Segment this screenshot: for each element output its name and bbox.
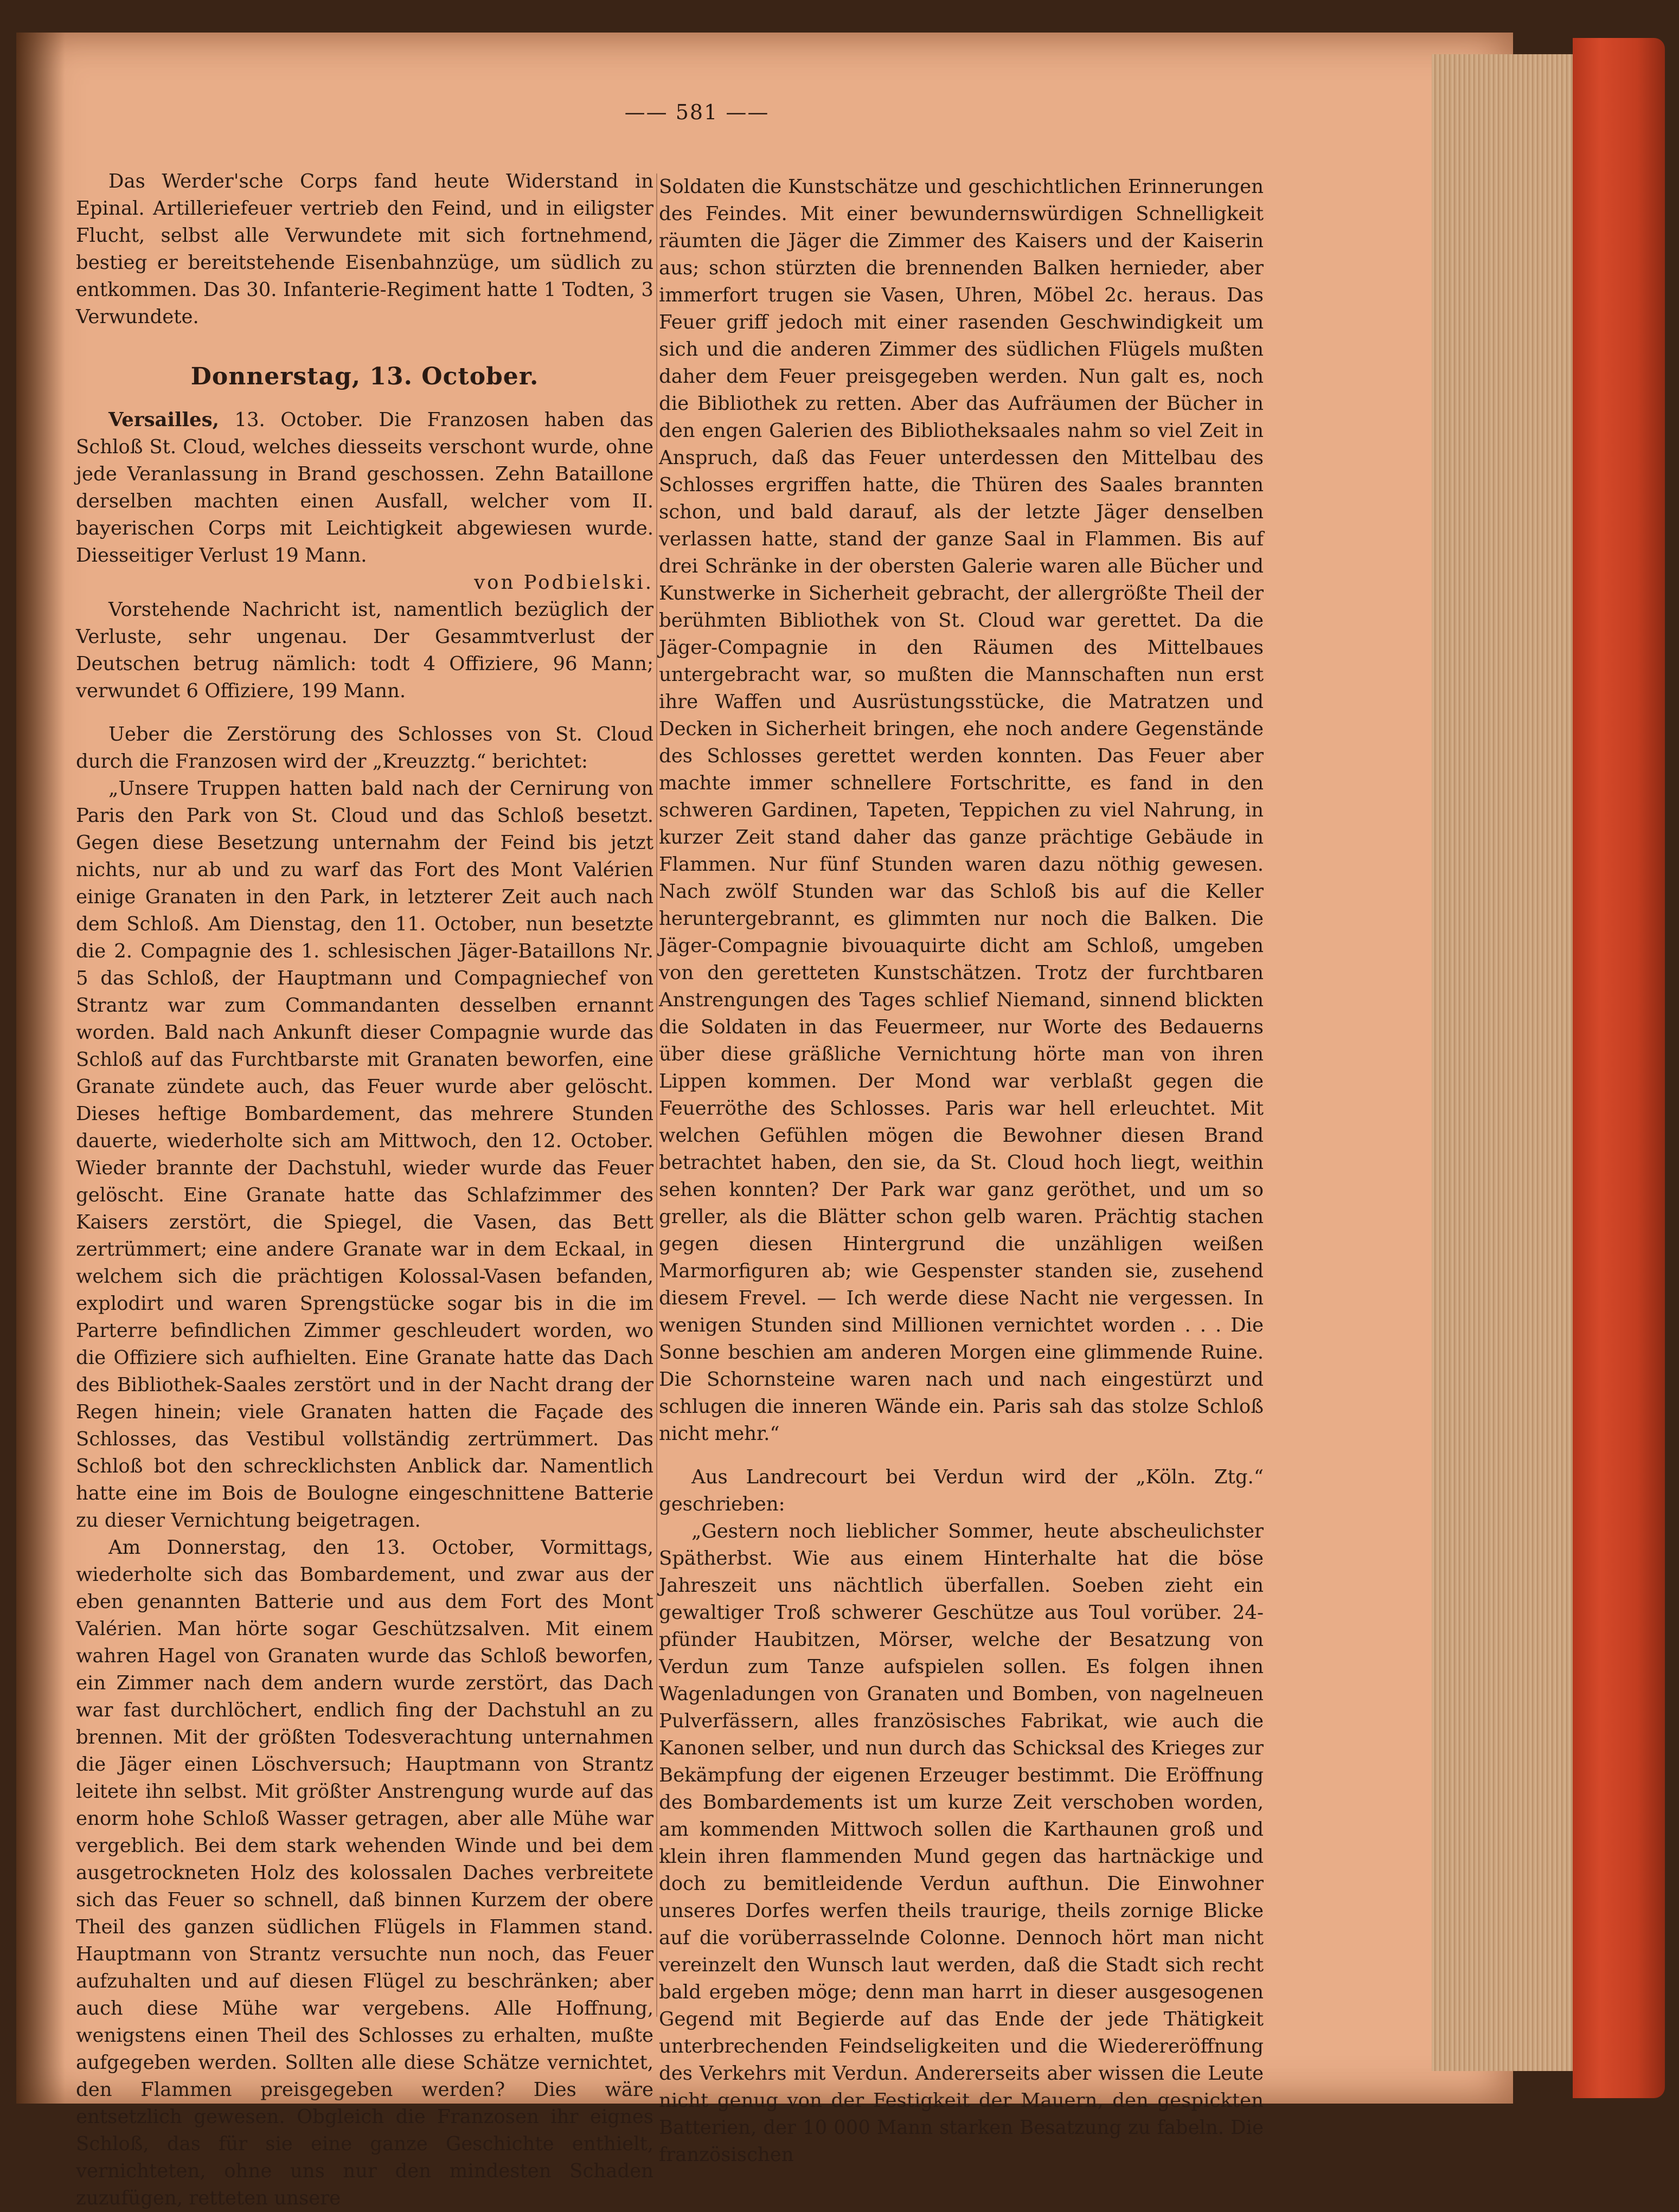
paragraph-report-1: „Unsere Truppen hatten bald nach der Cernirung von Paris den Park von St. Cloud und das Schloß besetzt. Gegen diese Besetzung unternahm der Feind bis jetzt nichts, nur ab und zu warf das Fort des Mont Valérien einige Granaten in den Park, in letzterer Zeit auch nach dem Schloß. Am Dienstag, den 11. October, nun besetzte die 2. Compagnie des 1. schlesischen Jäger-Bataillons Nr. 5 das Schloß, der Hauptmann und Compagniechef von Strantz war zum Commandanten desselben ernannt worden. Bald nach Ankunft dieser Compagnie wurde das Schloß auf das Furchtbarste mit Granaten beworfen, eine Granate zündete auch, das Feuer wurde aber gelöscht. Dieses heftige Bombardement, das mehrere Stunden dauerte, wiederholte sich am Mittwoch, den 12. October. Wieder brannte der Dachstuhl, wieder wurde das Feuer gelöscht. Eine Granate hatte das Schlafzimmer des Kaisers zerstört, die Spiegel, die Vasen, das Bett zertrümmert; eine andere Granate war in dem Eckaal, in welchem sich die prächtigen Kolossal-Vasen befanden, explodirt und waren Sprengstücke sogar bis in die im Parterre befindlichen Zimmer geschleudert worden, wo die Offiziere sich aufhielten. Eine Granate hatte das Dach des Bibliothek-Saales zerstört und in der Nacht drang der Regen hinein; viele Granaten hatten die Façade des Schlosses, das Vestibul vollständig zertrümmert. Das Schloß bot den schrecklichsten Anblick dar. Namentlich hatte eine im Bois de Boulogne eingeschnittene Batterie zu dieser Vernichtung beigetragen. <box>76 777 653 1532</box>
paragraph-landrecourt: „Gestern noch lieblicher Sommer, heute abscheulichster Spätherbst. Wie aus einem Hinterhalte hat die böse Jahreszeit uns nächtlich überfallen. Soeben zieht ein gewaltiger Troß schwerer Geschütze aus Toul vorüber. 24-pfünder Haubitzen, Mörser, welche der Besatzung von Verdun zum Tanze aufspielen sollen. Es folgen ihnen Wagenladungen von Granaten und Bomben, von nagelneuen Pulverfässern, alles französisches Fabrikat, wie auch die Kanonen selber, und nun durch das Schicksal des Krieges zur Bekämpfung der eigenen Erzeuger bestimmt. Die Eröffnung des Bombardements ist um kurze Zeit verschoben worden, am kommenden Mittwoch sollen die Karthaunen groß und klein ihren flammenden Mund gegen das hartnäckige und doch zu bemitleidende Verdun aufthun. Die Einwohner unseres Dorfes werfen theils traurige, theils zornige Blicke auf die vorüberrasselnde Colonne. Dennoch hört man nicht vereinzelt den Wunsch laut werden, daß die Stadt sich recht bald ergeben möge; denn man harrt in dieser ausgesogenen Gegend mit Begierde auf das Ende der jede Thätigkeit unterbrechenden Feindseligkeiten und die Wiedereröffnung des Verkehrs mit Verdun. Andererseits aber wissen die Leute nicht genug von der Festigkeit der Mauern, den gespickten Batterien, der 10 000 Mann starken Besatzung zu fabeln. Die französischen <box>659 1520 1264 2166</box>
page-edges <box>1432 54 1594 2071</box>
page-number: 581 <box>675 100 719 124</box>
signature: von Podbielski. <box>474 571 653 594</box>
paragraph-intro-report: Ueber die Zerstörung des Schlosses von St. Cloud durch die Franzosen wird der „Kreuzztg.“ berichtet: <box>76 723 653 773</box>
paragraph-report-3: Soldaten die Kunstschätze und geschichtlichen Erinnerungen des Feindes. Mit einer bewundernswürdigen Schnelligkeit räumten die Jäger die Zimmer des Kaisers und der Kaiserin aus; schon stürzten die brennenden Balken hernieder, aber immerfort trugen sie Vasen, Uhren, Möbel 2c. heraus. Das Feuer griff jedoch mit einer rasenden Geschwindigkeit um sich und die anderen Zimmer des südlichen Flügels mußten daher dem Feuer preisgegeben werden. Nun galt es, noch die Bibliothek zu retten. Aber das Aufräumen der Bücher in den engen Galerien des Bibliotheksaales nahm so viel Zeit in Anspruch, daß das Feuer unterdessen den Mittelbau des Schlosses ergriffen hatte, die Thüren des Saales brannten schon, und bald darauf, als der letzte Jäger denselben verlassen hatte, stand der ganze Saal in Flammen. Bis auf drei Schränke in der obersten Galerie waren alle Bücher und Kunstwerke in Sicherheit gebracht, der allergrößte Theil der berühmten Bibliothek von St. Cloud war gerettet. Da die Jäger-Compagnie in den Räumen des Mittelbaues untergebracht war, so mußten die Mannschaften nun erst ihre Waffen und Ausrüstungsstücke, die Matratzen und Decken in Sicherheit bringen, ehe noch andere Gegenstände des Schlosses gerettet werden konnten. Das Feuer aber machte immer schnellere Fortschritte, es fand in den schweren Gardinen, Tapeten, Teppichen zu viel Nahrung, in kurzer Zeit stand daher das ganze prächtige Gebäude in Flammen. Nur fünf Stunden waren dazu nöthig gewesen. Nach zwölf Stunden war das Schloß bis auf die Keller heruntergebrannt, es glimmten nur noch die Balken. Die Jäger-Compagnie bivouaquirte dicht am Schloß, umgeben von den geretteten Kunstschätzen. Trotz der furchtbaren Anstrengungen des Tages schlief Niemand, sinnend blickten die Soldaten in das Feuermeer, nur Worte des Bedauerns über diese gräßliche Vernichtung hörte man von ihren Lippen kommen. Der Mond war verblaßt gegen die Feuerröthe des Schlosses. Paris war hell erleuchtet. Mit welchen Gefühlen mögen die Bewohner diesen Brand betrachtet haben, den sie, da St. Cloud hoch liegt, weithin sehen konnten? Der Park war ganz geröthet, und um so greller, als die Blätter schon gelb waren. Prächtig stachen gegen diesen Hintergrund die unzähligen weißen Marmorfiguren ab; wie Gespenster standen sie, zusehend diesem Frevel. — Ich werde diese Nacht nie vergessen. In wenigen Stunden sind Millionen vernichtet worden . . . Die Sonne beschien am anderen Morgen eine glimmende Ruine. Die Schornsteine waren nach und nach eingestürzt und schlugen die inneren Wände ein. Paris sah das stolze Schloß nicht mehr.“ <box>659 176 1264 1445</box>
paragraph-landrecourt-intro: Aus Landrecourt bei Verdun wird der „Köln. Ztg.“ geschrieben: <box>659 1466 1264 1515</box>
right-column <box>659 173 1264 2169</box>
column-divider <box>656 173 657 2017</box>
paragraph-epinal: Das Werder'sche Corps fand heute Widerstand in Epinal. Artilleriefeuer vertrieb den Feind, und in eiligster Flucht, selbst alle Verwundete mit sich fortnehmend, bestieg er bereitstehende Eisenbahnzüge, um südlich zu entkommen. Das 30. Infanterie-Regiment hatte 1 Todten, 3 Verwundete. <box>76 170 653 328</box>
left-column <box>76 168 653 2212</box>
dateline: Versailles, <box>108 409 219 431</box>
spine-shadow <box>16 33 65 2104</box>
section-heading: Donnerstag, 13. October. <box>190 363 539 390</box>
paragraph-report-2: Am Donnerstag, den 13. October, Vormittags, wiederholte sich das Bombardement, und zwar aus der eben genannten Batterie und aus dem Fort des Mont Valérien. Man hörte sogar Geschützsalven. Mit einem wahren Hagel von Granaten wurde das Schloß beworfen, ein Zimmer nach dem andern wurde zerstört, das Dach war fast durchlöchert, endlich fing der Dachstuhl an zu brennen. Mit der größten Todesverachtung unternahmen die Jäger einen Löschversuch; Hauptmann von Strantz leitete ihn selbst. Mit größter Anstrengung wurde auf das enorm hohe Schloß Wasser getragen, aber alle Mühe war vergeblich. Bei dem stark wehenden Winde und bei dem ausgetrockneten Holz des kolossalen Daches verbreitete sich das Feuer so schnell, daß binnen Kurzem der obere Theil des ganzen südlichen Flügels in Flammen stand. Hauptmann von Strantz versuchte nun noch, das Feuer aufzuhalten und auf diesen Flügel zu beschränken; aber auch diese Mühe war vergebens. Alle Hoffnung, wenigstens einen Theil des Schlosses zu erhalten, mußte aufgegeben werden. Sollten alle diese Schätze vernichtet, den Flammen preisgegeben werden? Dies wäre entsetzlich gewesen. Obgleich die Franzosen ihr eignes Schloß, das für sie eine ganze Geschichte enthielt, vernichteten, ohne uns nur den mindesten Schaden zuzufügen, retteten unsere <box>76 1536 653 2209</box>
paragraph-versailles: Versailles, 13. October. Die Franzosen haben das Schloß St. Cloud, welches diesseits verschont wurde, ohne jede Veranlassung in Brand geschossen. Zehn Bataillone derselben machten einen Ausfall, welcher vom II. bayerischen Corps mit Leichtigkeit abgewiesen wurde. Diesseitiger Verlust 19 Mann. <box>76 409 653 567</box>
book-binding <box>1573 38 1665 2098</box>
page-header: —— 581 —— <box>624 100 770 124</box>
paragraph-losses: Vorstehende Nachricht ist, namentlich bezüglich der Verluste, sehr ungenau. Der Gesammtverlust der Deutschen betrug nämlich: todt 4 Offiziere, 96 Mann; verwundet 6 Offiziere, 199 Mann. <box>76 599 653 702</box>
